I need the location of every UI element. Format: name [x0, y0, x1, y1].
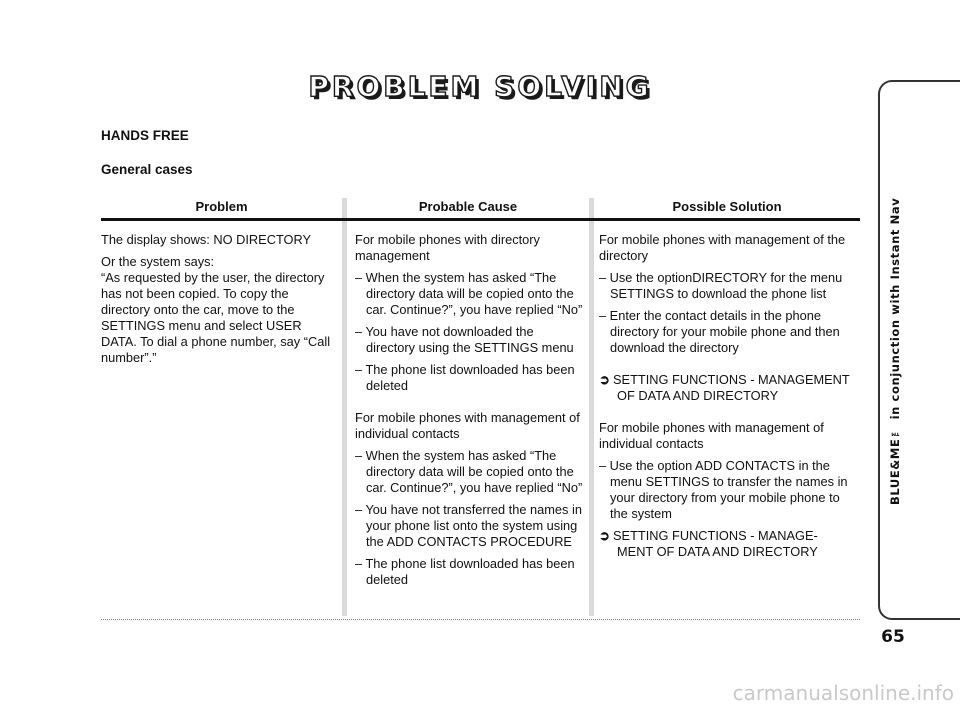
solution-item: – Use the option ADD CONTACTS in the menu SETTINGS to transfer the names in your directory from your mobile phone to the system: [599, 458, 848, 521]
watermark: carmanualsonline.info: [732, 681, 954, 705]
arrow-right-icon: ➲: [599, 372, 610, 387]
cause-item: – When the system has asked “The directory data will be copied onto the car. Continue?”, you have replied “No”: [355, 270, 583, 317]
cause-item: – You have not downloaded the directory using the SETTINGS menu: [355, 324, 574, 355]
solution-column: [599, 232, 857, 560]
problem-text: “As requested by the user, the directory has not been copied. To copy the directory onto the car, move to the SETTINGS menu and select USER DATA. To dial a phone number, say “Call number”.”: [101, 270, 331, 365]
section-title: HANDS FREE: [101, 128, 189, 143]
solution-reference: [599, 372, 857, 404]
page-number: 65: [881, 627, 905, 647]
solution-intro: For mobile phones with management of individual contacts: [599, 420, 824, 451]
solution-intro: For mobile phones with management of the directory: [599, 232, 846, 263]
bottom-rule: [101, 619, 860, 620]
header-probable-cause: Probable Cause: [418, 199, 518, 214]
page-title: PROBLEM SOLVING: [308, 70, 652, 103]
arrow-right-icon: ➲: [599, 528, 610, 543]
cause-intro: For mobile phones with directory management: [355, 232, 540, 263]
solution-reference: [599, 528, 857, 560]
side-tab-label: BLUE&ME™ in conjunction with Instant Nav: [888, 197, 902, 505]
problem-column: [101, 232, 339, 366]
cause-item: – When the system has asked “The directory data will be copied onto the car. Continue?”, you have replied “No”: [355, 448, 583, 495]
problem-text: The display shows: NO DIRECTORY: [101, 232, 312, 247]
reference-text: SETTING FUNCTIONS - MANAGE- MENT OF DATA AND DIRECTORY: [613, 528, 818, 559]
cause-item: – You have not transferred the names in your phone list onto the system using the ADD CONTACTS PROCEDURE: [355, 502, 582, 549]
column-divider: [589, 198, 594, 616]
solution-item: – Use the optionDIRECTORY for the menu SETTINGS to download the phone list: [599, 270, 843, 301]
cause-item: – The phone list downloaded has been deleted: [355, 556, 575, 587]
solution-item: – Enter the contact details in the phone directory for your mobile phone and then download the directory: [599, 308, 840, 355]
reference-text: SETTING FUNCTIONS - MANAGEMENT OF DATA AND DIRECTORY: [613, 372, 850, 403]
column-divider: [342, 198, 347, 616]
cause-item: – The phone list downloaded has been deleted: [355, 362, 575, 393]
header-problem: Problem: [195, 199, 248, 214]
cause-column: [355, 232, 585, 588]
problem-text: Or the system says:: [101, 254, 215, 269]
cause-intro: For mobile phones with management of individual contacts: [355, 410, 580, 441]
header-possible-solution: Possible Solution: [672, 199, 782, 214]
section-subtitle: General cases: [101, 162, 193, 177]
header-rule: [101, 218, 860, 221]
